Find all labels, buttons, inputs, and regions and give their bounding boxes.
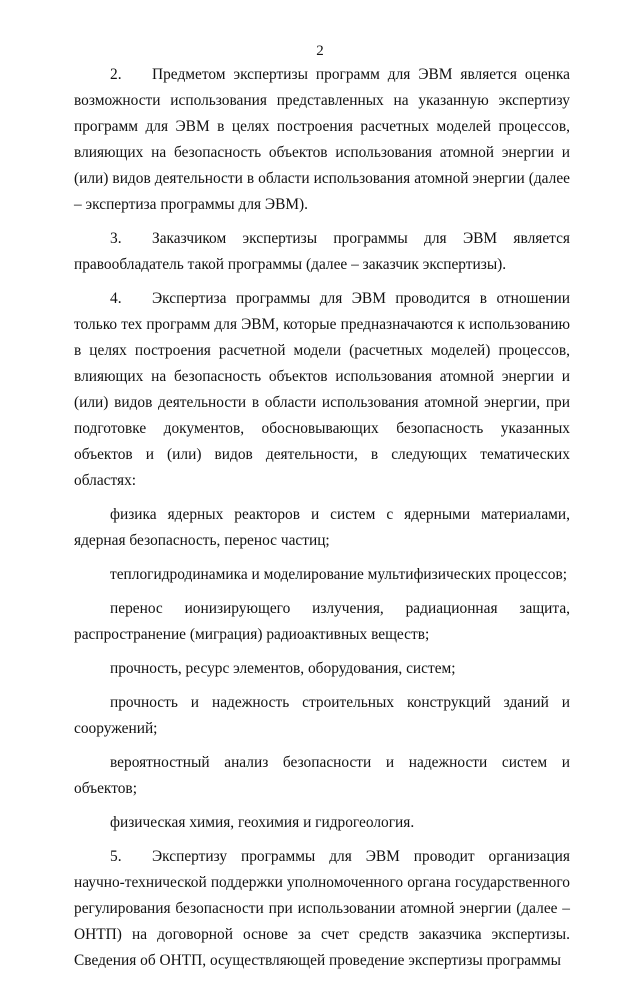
page-number: 2: [316, 43, 324, 59]
paragraph-text: Заказчиком экспертизы программы для ЭВМ является правообладатель такой программы (далее – заказчик экспертизы).: [74, 230, 570, 273]
document-body: [74, 62, 570, 982]
list-item: прочность, ресурс элементов, оборудования, систем;: [110, 660, 456, 677]
paragraph-4: [74, 286, 570, 494]
paragraph-number: 3.: [110, 230, 122, 247]
paragraph-text: Экспертиза программы для ЭВМ проводится в отношении только тех программ для ЭВМ, которые предназначаются к использованию в целях построения расчетной модели (расчетных моделей) процессов, влияющих на безопасность объектов использования атомной энергии и (или) видов деятельности в области использования атомной энергии, при подготовке документов, обосновывающих безопасность указанных объектов и (или) видов деятельности, в следующих тематических областях:: [74, 290, 570, 489]
list-item: физика ядерных реакторов и систем с ядерными материалами, ядерная безопасность, перенос частиц;: [74, 506, 570, 549]
paragraph-number: 4.: [110, 290, 122, 307]
paragraph-text: Экспертизу программы для ЭВМ проводит организация научно-технической поддержки уполномоченного органа государственного регулирования безопасности при использовании атомной энергии (далее – ОНТП) на договорной основе за счет средств заказчика экспертизы. Сведения об ОНТП, осуществляющей проведение экспертизы программы: [74, 848, 570, 969]
list-item: вероятностный анализ безопасности и надежности систем и объектов;: [74, 754, 570, 797]
paragraph-text: Предметом экспертизы программ для ЭВМ является оценка возможности использования представленных на указанную экспертизу программ для ЭВМ в целях построения расчетных моделей процессов, влияющих на безопасность объектов использования атомной энергии и (или) видов деятельности в области использования атомной энергии (далее – экспертиза программы для ЭВМ).: [74, 66, 570, 213]
list-item: физическая химия, геохимия и гидрогеология.: [110, 814, 415, 831]
list-item: теплогидродинамика и моделирование мультифизических процессов;: [110, 566, 567, 583]
paragraph-3: [74, 226, 570, 278]
paragraph-5: [74, 844, 570, 974]
paragraph-number: 2.: [110, 66, 122, 83]
list-item: перенос ионизирующего излучения, радиационная защита, распространение (миграция) радиоактивных веществ;: [74, 600, 570, 643]
paragraph-number: 5.: [110, 848, 122, 865]
paragraph-2: [74, 62, 570, 218]
list-item: прочность и надежность строительных конструкций зданий и сооружений;: [74, 694, 570, 737]
